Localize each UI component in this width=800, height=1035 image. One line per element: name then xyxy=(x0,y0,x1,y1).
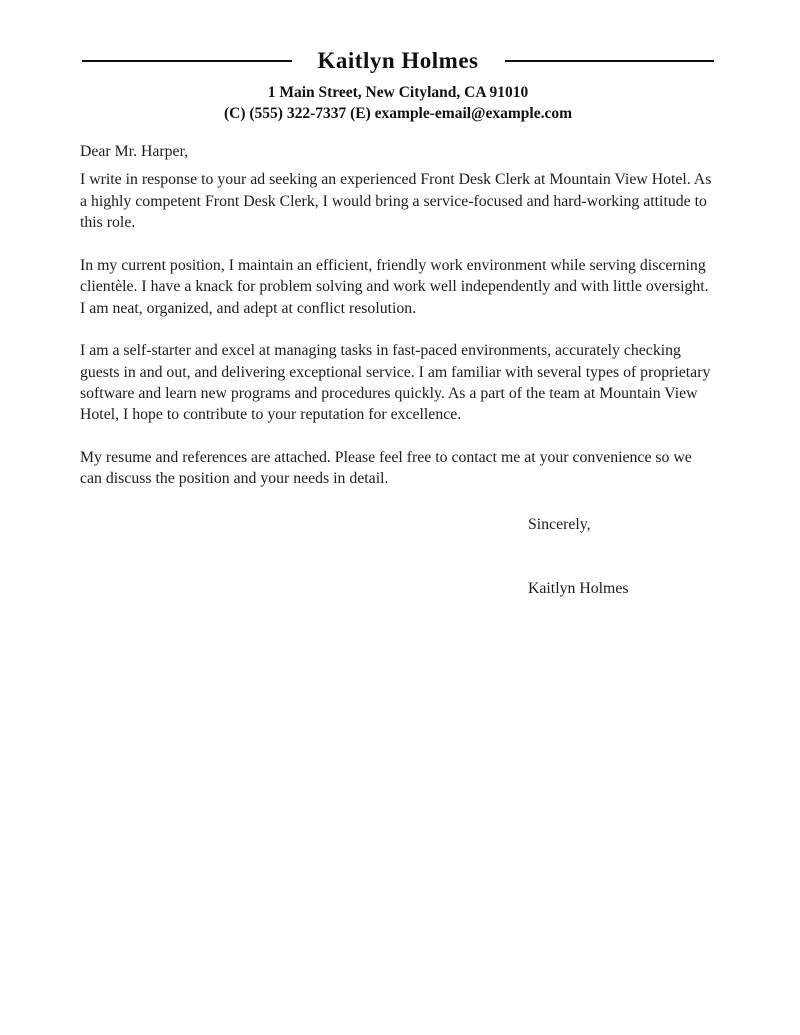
closing-salutation: Sincerely, xyxy=(528,515,591,533)
paragraph-skills: I am a self-starter and excel at managing tasks in fast-paced environments, accurately checking guests in and out, and delivering exceptional service. I am familiar with several types of proprietary software and learn new programs and procedures quickly. As a part of the team at Mountain View Hotel, I hope to contribute to your reputation for excellence. xyxy=(80,342,711,424)
paragraph-resume: My resume and references are attached. Please feel free to contact me at your convenience so we can discuss the position and your needs in detail. xyxy=(80,448,692,488)
letter-header xyxy=(82,48,714,74)
applicant-name: Kaitlyn Holmes xyxy=(317,48,479,73)
header-rule-left xyxy=(82,60,292,62)
street-address: 1 Main Street, New Cityland, CA 91010 xyxy=(267,84,529,101)
signature-name: Kaitlyn Holmes xyxy=(528,580,629,598)
header-rule-right xyxy=(505,60,715,62)
closing-block xyxy=(80,514,716,600)
greeting: Dear Mr. Harper, xyxy=(80,142,189,160)
paragraph-intro: I write in response to your ad seeking an experienced Front Desk Clerk at Mountain View Hotel. As a highly competent Front Desk Clerk, I would bring a service-focused and hard-working attitude to this role. xyxy=(80,171,712,232)
contact-line: (C) (555) 322-7337 (E) example-email@example.com xyxy=(223,105,572,123)
letter-body xyxy=(80,141,716,600)
paragraph-current-position: In my current position, I maintain an efficient, friendly work environment while serving discerning clientèle. I have a knack for problem solving and work well independently and with little oversight. I am neat, organized, and adept at conflict resolution. xyxy=(80,256,709,317)
